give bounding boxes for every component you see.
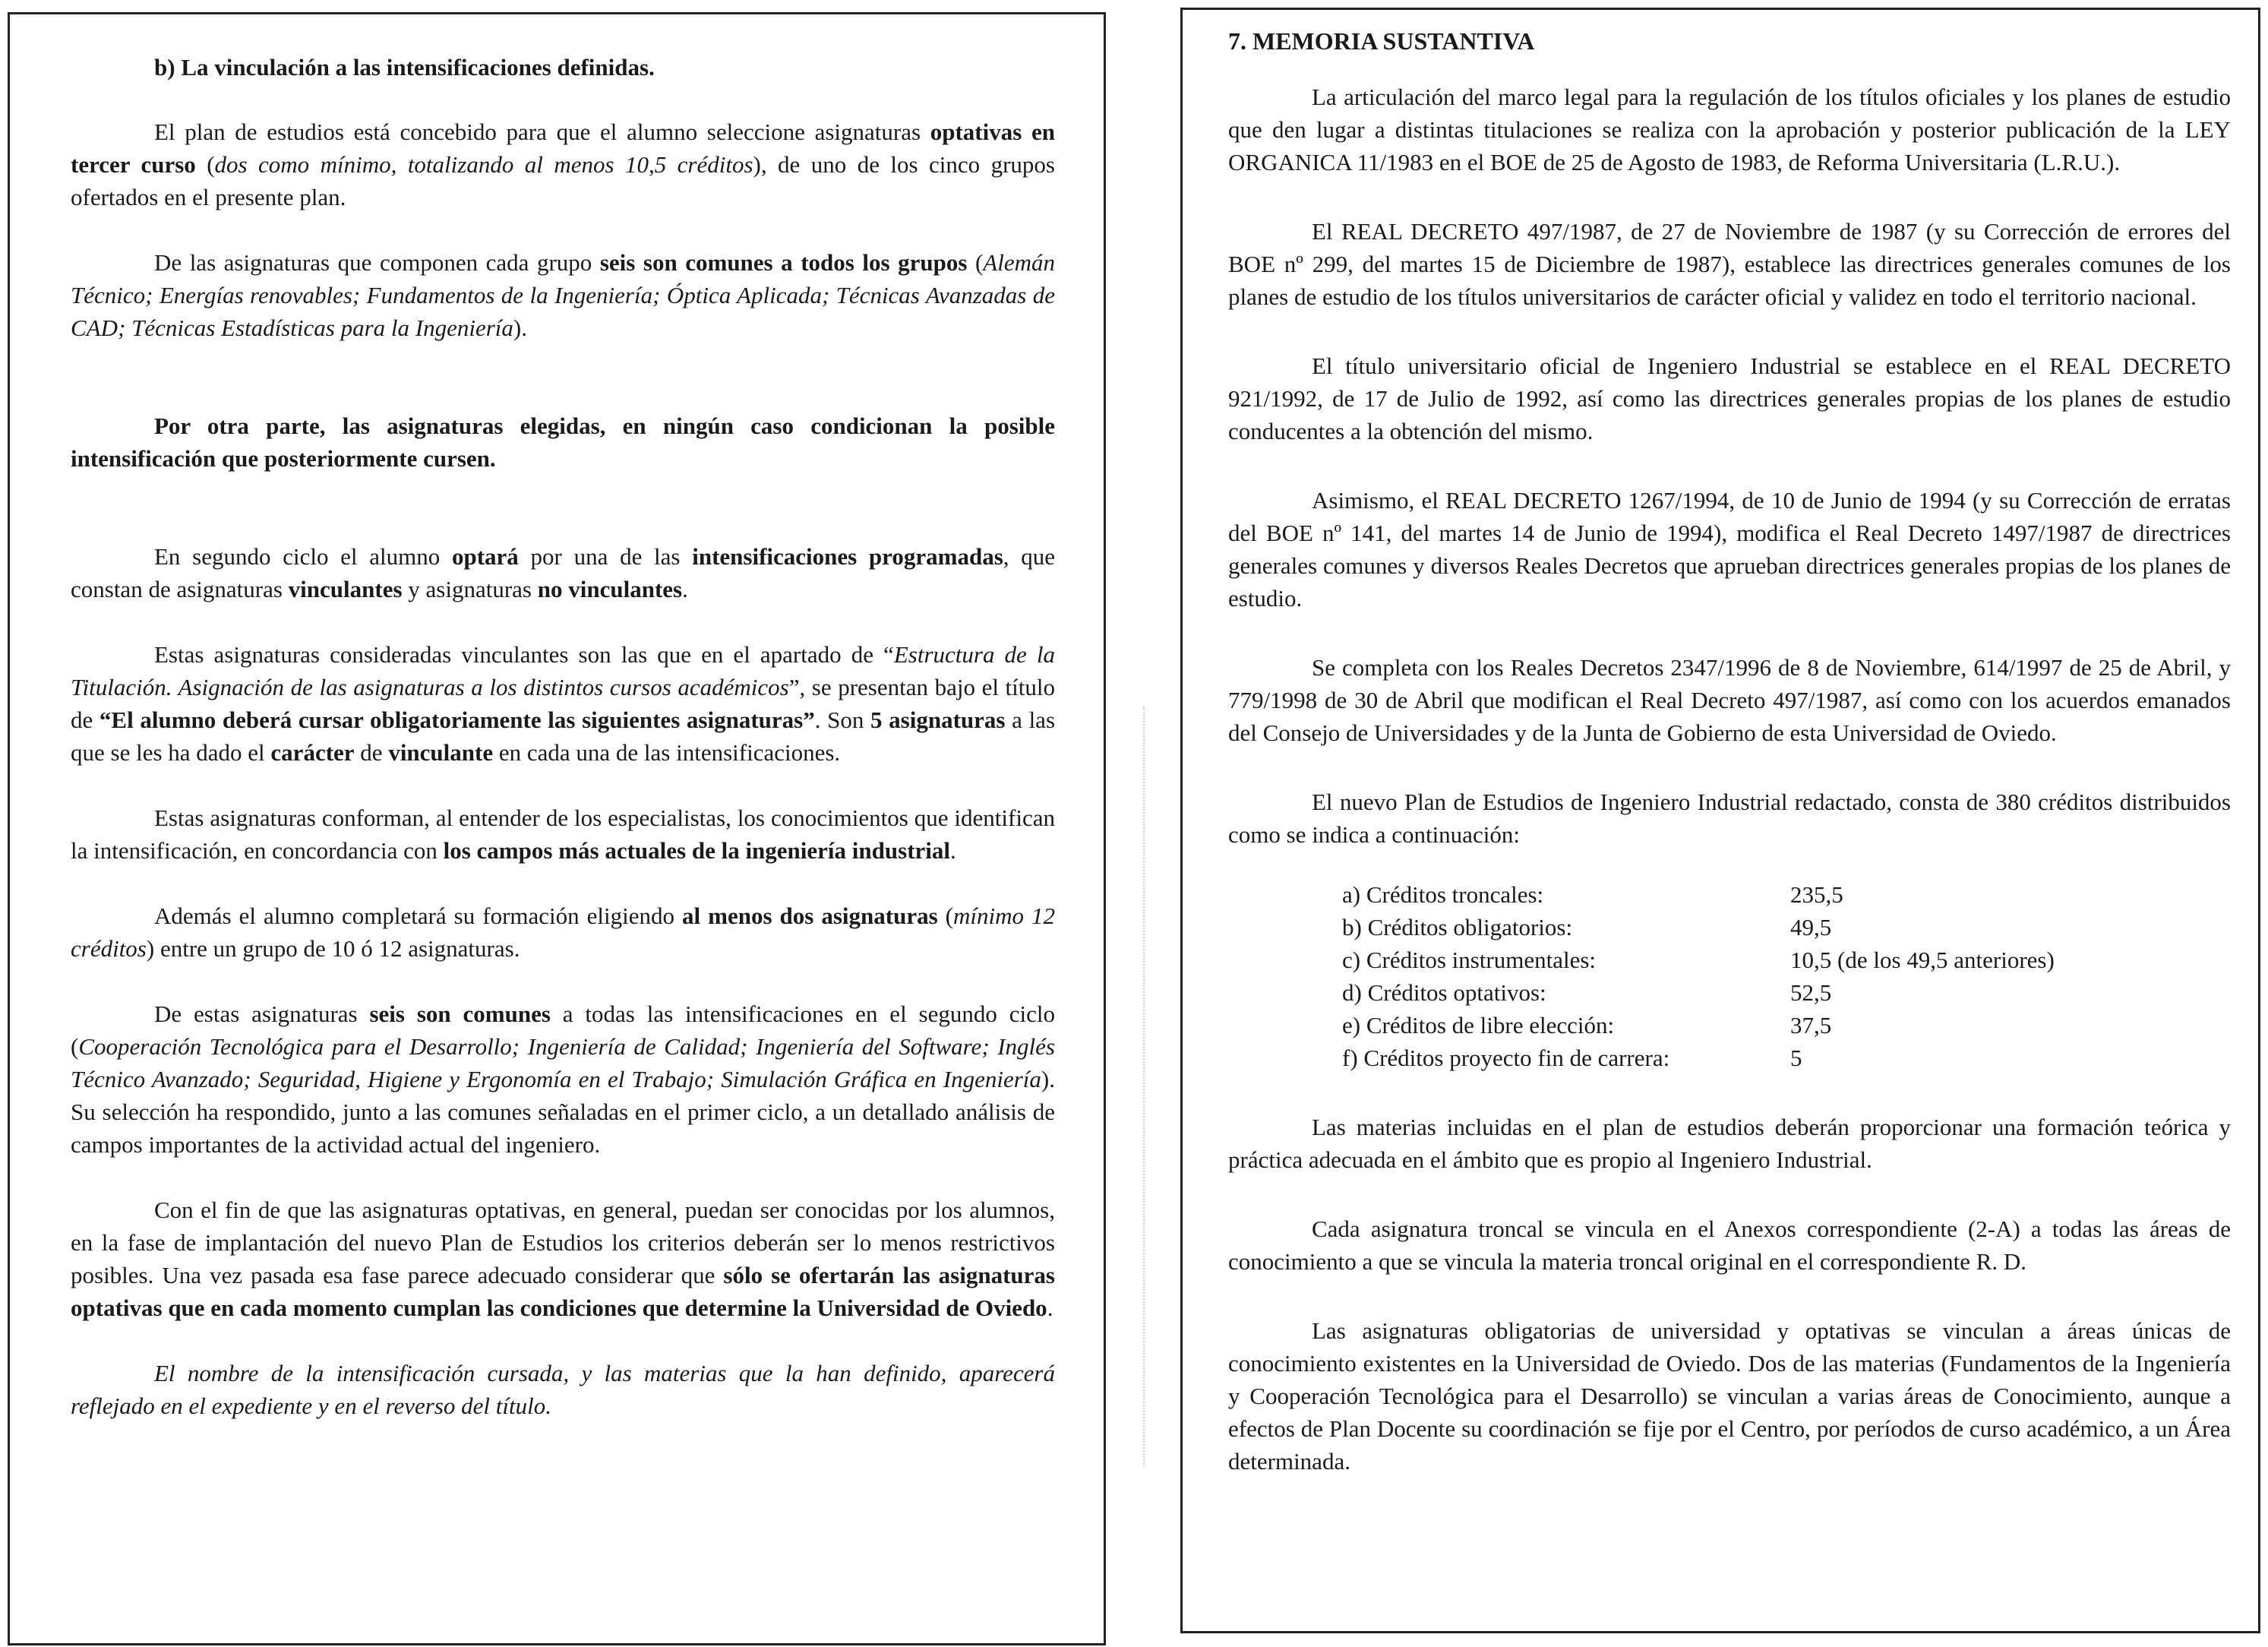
credits-value: 10,5 (de los 49,5 anteriores) — [1790, 947, 2055, 973]
right-paragraph-2: El REAL DECRETO 497/1987, de 27 de Noviembre de 1987 (y su Corrección de errores del BOE nº 299, del martes 15 de Diciembre de 1987), establece las directrices generales comunes de los planes de estudio de los títulos universitarios de carácter oficial y validez en todo el territorio nacional. — [1228, 218, 2231, 310]
right-paragraph-3: El título universitario oficial de Ingeniero Industrial se establece en el REAL DECRETO 921/1992, de 17 de Julio de 1992, así como las directrices generales propias de los planes de estudio conducentes a la obtención del mismo. — [1228, 352, 2231, 444]
right-paragraph-8: Cada asignatura troncal se vincula en el Anexos correspondiente (2-A) a todas las áreas de conocimiento a que se vincula la materia troncal original en el correspondiente R. D. — [1228, 1215, 2231, 1275]
right-paragraph-6: El nuevo Plan de Estudios de Ingeniero Industrial redactado, consta de 380 créditos distribuidos como se indica a continuación: — [1228, 789, 2231, 848]
left-paragraph-9: Con el fin de que las asignaturas optativas, en general, puedan ser conocidas por los alumnos, en la fase de implantación del nuevo Plan de Estudios los criterios deberán ser lo menos restrictivos posibles. Una vez pasada esa fase parece adecuado considerar que sólo se ofertarán las asignaturas optativas que en cada momento cumplan las condiciones que determine la Universidad de Oviedo. — [71, 1197, 1055, 1321]
credits-row — [1342, 1042, 2055, 1074]
left-paragraph-1: El plan de estudios está concebido para que el alumno seleccione asignaturas optativas en tercer curso (dos como mínimo, totalizando al menos 10,5 créditos), de uno de los cinco grupos ofertados en el presente plan. — [71, 119, 1055, 210]
left-page — [8, 12, 1106, 1645]
credits-value: 49,5 — [1790, 914, 1832, 940]
left-heading: b) La vinculación a las intensificaciones definidas. — [154, 54, 655, 81]
left-paragraph-3: Por otra parte, las asignaturas elegidas, en ningún caso condicionan la posible intensificación que posteriormente cursen. — [71, 413, 1055, 472]
left-paragraph-2: De las asignaturas que componen cada grupo seis son comunes a todos los grupos (Alemán Técnico; Energías renovables; Fundamentos de la Ingeniería; Óptica Aplicada; Técnicas Avanzadas de CAD; Técnicas Estadísticas para la Ingeniería). — [71, 249, 1055, 341]
credits-value: 37,5 — [1790, 1012, 1832, 1038]
right-paragraph-1: La articulación del marco legal para la regulación de los títulos oficiales y los planes de estudio que den lugar a distintas titulaciones se realiza con la aprobación y posterior publicación de la LEY ORGANICA 11/1983 en el BOE de 25 de Agosto de 1983, de Reforma Universitaria (L.R.U.). — [1228, 84, 2231, 175]
left-paragraph-10: El nombre de la intensificación cursada, y las materias que la han definido, aparecerá reflejado en el expediente y en el reverso del título. — [71, 1360, 1055, 1419]
credits-label: f) Créditos proyecto fin de carrera: — [1342, 1045, 1670, 1071]
credits-value: 52,5 — [1790, 979, 1832, 1006]
right-paragraph-9: Las asignaturas obligatorias de universidad y optativas se vinculan a áreas únicas de conocimiento existentes en la Universidad de Oviedo. Dos de las materias (Fundamentos de la Ingeniería y Cooperación Tecnológica para el Desarrollo) se vinculan a varias áreas de Conocimiento, aunque a efectos de Plan Docente su coordinación se fije por el Centro, por períodos de curso académico, a un Área determinada. — [1228, 1317, 2231, 1475]
right-paragraph-4: Asimismo, el REAL DECRETO 1267/1994, de 10 de Junio de 1994 (y su Corrección de erratas del BOE nº 141, del martes 14 de Junio de 1994), modifica el Real Decreto 1497/1987 de directrices generales comunes y diversos Reales Decretos que aprueban directrices generales propias de los planes de estudio. — [1228, 487, 2231, 612]
right-paragraph-5: Se completa con los Reales Decretos 2347/1996 de 8 de Noviembre, 614/1997 de 25 de Abril, y 779/1998 de 30 de Abril que modifican el Real Decreto 497/1987, así como con los acuerdos emanados del Consejo de Universidades y de la Junta de Gobierno de esta Universidad de Oviedo. — [1228, 654, 2231, 746]
credits-label: b) Créditos obligatorios: — [1342, 914, 1573, 940]
left-paragraph-6: Estas asignaturas conforman, al entender de los especialistas, los conocimientos que identifican la intensificación, en concordancia con los campos más actuales de la ingeniería industrial. — [71, 805, 1055, 864]
credits-label: d) Créditos optativos: — [1342, 979, 1546, 1006]
left-paragraph-5: Estas asignaturas consideradas vinculantes son las que en el apartado de “Estructura de la Titulación. Asignación de las asignaturas a los distintos cursos académicos”, se presentan bajo el título de “El alumno deberá cursar obligatoriamente las siguientes asignaturas”. Son 5 asignaturas a las que se les ha dado el carácter de vinculante en cada una de las intensificaciones. — [71, 641, 1056, 766]
credits-row — [1342, 911, 2055, 944]
credits-row — [1342, 1009, 2055, 1042]
credits-row — [1342, 976, 2055, 1009]
right-paragraph-7: Las materias incluidas en el plan de estudios deberán proporcionar una formación teórica y práctica adecuada en el ámbito que es propio al Ingeniero Industrial. — [1228, 1114, 2231, 1173]
credits-label: a) Créditos troncales: — [1342, 881, 1544, 908]
right-page — [1180, 8, 2260, 1633]
credits-label: e) Créditos de libre elección: — [1342, 1012, 1615, 1038]
credits-value: 5 — [1790, 1045, 1802, 1071]
page-fold-line — [1143, 707, 1146, 1466]
left-paragraph-8: De estas asignaturas seis son comunes a todas las intensificaciones en el segundo ciclo (Cooperación Tecnológica para el Desarrollo; Ingeniería de Calidad; Ingeniería del Software; Inglés Técnico Avanzado; Seguridad, Higiene y Ergonomía en el Trabajo; Simulación Gráfica en Ingeniería). Su selección ha respondido, junto a las comunes señaladas en el primer ciclo, a un detallado análisis de campos importantes de la actividad actual del ingeniero. — [71, 1001, 1055, 1158]
credits-label: c) Créditos instrumentales: — [1342, 947, 1597, 973]
credits-row — [1342, 878, 2055, 911]
credits-value: 235,5 — [1790, 881, 1843, 908]
credits-row — [1342, 944, 2055, 976]
left-paragraph-7: Además el alumno completará su formación eligiendo al menos dos asignaturas (mínimo 12 créditos) entre un grupo de 10 ó 12 asignaturas. — [71, 903, 1056, 962]
left-paragraph-4: En segundo ciclo el alumno optará por una de las intensificaciones programadas, que constan de asignaturas vinculantes y asignaturas no vinculantes. — [71, 543, 1055, 602]
right-heading: 7. MEMORIA SUSTANTIVA — [1228, 27, 1535, 55]
credits-table — [1342, 878, 2055, 1074]
